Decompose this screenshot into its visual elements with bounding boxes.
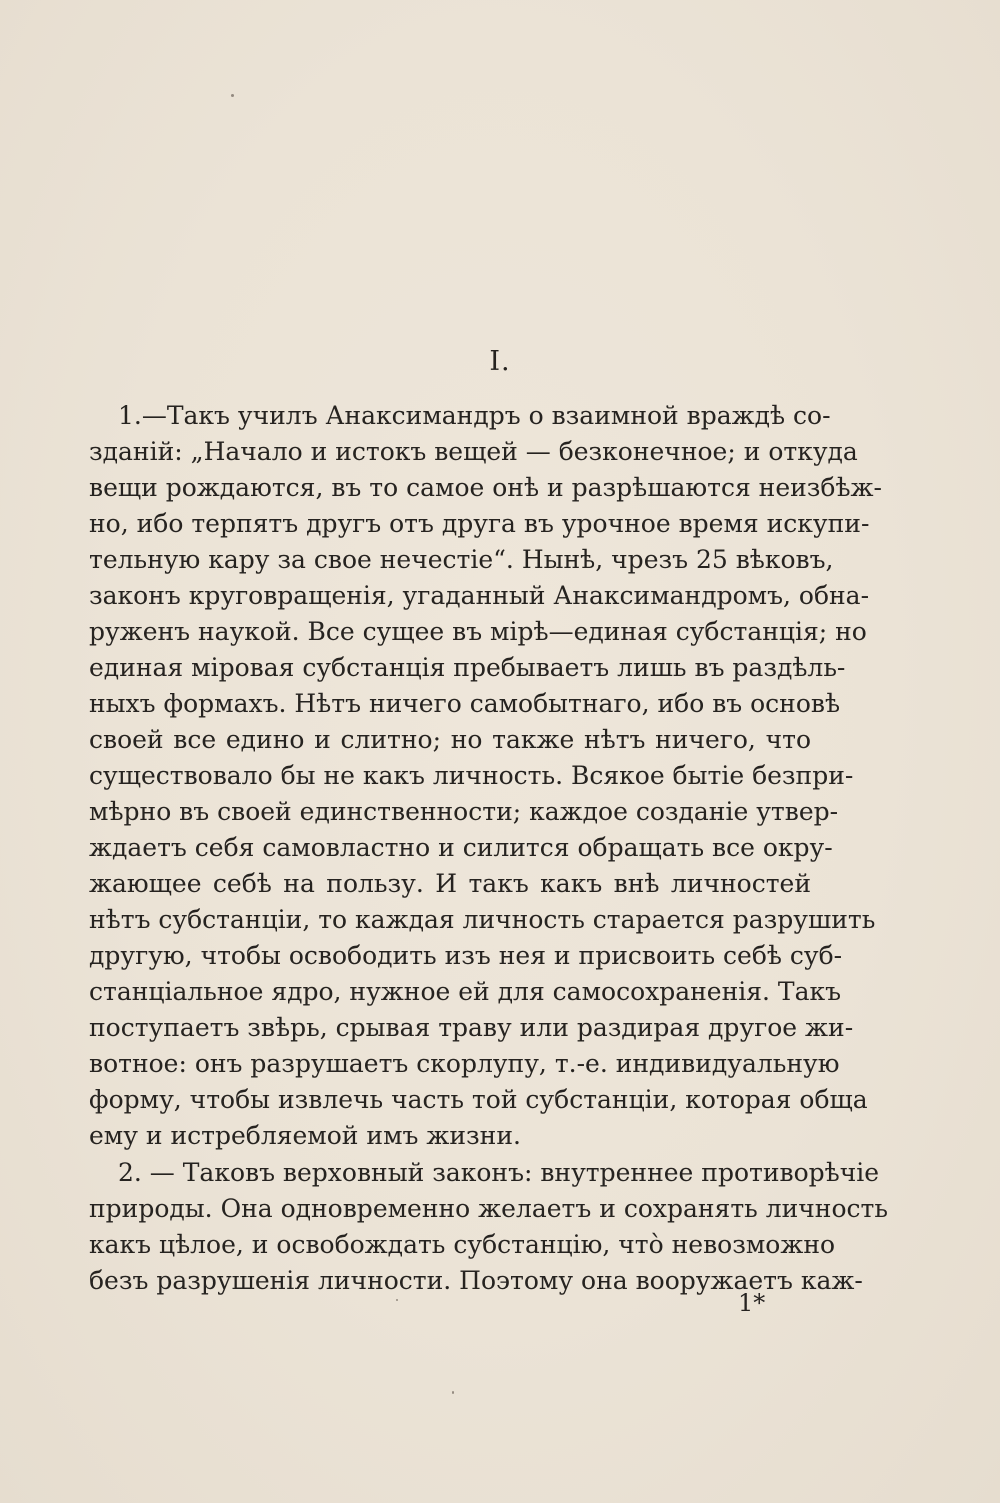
text-line: нѣтъ субстанціи, то каждая личность старается разрушить — [89, 905, 876, 934]
text-line: руженъ наукой. Все сущее въ мірѣ—единая субстанція; но — [89, 617, 867, 646]
text-line: 1.—Такъ училъ Анаксимандръ о взаимной враждѣ со- — [118, 401, 831, 430]
text-line: ныхъ формахъ. Нѣтъ ничего самобытнаго, ибо въ основѣ — [89, 689, 841, 718]
text-line: природы. Она одновременно желаетъ и сохранять личность — [89, 1194, 888, 1223]
ink-speck — [452, 1391, 454, 1394]
text-line: 2. — Таковъ верховный законъ: внутреннее противорѣчіе — [118, 1158, 880, 1187]
section-heading: I. — [489, 346, 511, 377]
ink-speck — [231, 94, 234, 97]
text-line: тельную кару за свое нечестіе“. Нынѣ, чрезъ 25 вѣковъ, — [89, 545, 834, 574]
text-line: ждаетъ себя самовластно и силится обращать все окру- — [89, 833, 833, 862]
text-line: мѣрно въ своей единственности; каждое созданіе утвер- — [89, 797, 839, 826]
text-line: жающее себѣ на пользу. И такъ какъ внѣ личностей — [89, 869, 811, 898]
text-line: законъ круговращенія, угаданный Анаксимандромъ, обна- — [89, 581, 870, 610]
text-line: зданій: „Начало и истокъ вещей — безконечное; и откуда — [89, 437, 858, 466]
text-line: какъ цѣлое, и освобождать субстанцію, что̀ невозможно — [89, 1230, 836, 1259]
text-line: ему и истребляемой имъ жизни. — [89, 1121, 521, 1150]
text-line: безъ разрушенія личности. Поэтому она вооружаетъ каж- — [89, 1266, 863, 1295]
text-line: вещи рождаются, въ то самое онѣ и разрѣшаются неизбѣж- — [89, 473, 882, 502]
text-line: но, ибо терпятъ другъ отъ друга въ урочное время искупи- — [89, 509, 870, 538]
text-line: поступаетъ звѣрь, срывая траву или раздирая другое жи- — [89, 1013, 854, 1042]
text-line: единая міровая субстанція пребываетъ лишь въ раздѣль- — [89, 653, 846, 682]
text-line: форму, чтобы извлечь часть той субстанціи, которая обща — [89, 1085, 868, 1114]
text-line: вотное: онъ разрушаетъ скорлупу, т.-е. индивидуальную — [89, 1049, 840, 1078]
text-line: своей все едино и слитно; но также нѣтъ ничего, что — [89, 725, 811, 754]
text-line: станціальное ядро, нужное ей для самосохраненія. Такъ — [89, 977, 842, 1006]
ink-speck — [396, 1299, 398, 1301]
page-signature-mark: 1* — [738, 1289, 766, 1317]
text-line: другую, чтобы освободить изъ нея и присвоить себѣ суб- — [89, 941, 843, 970]
text-line: существовало бы не какъ личность. Всякое бытіе безпри- — [89, 761, 854, 790]
